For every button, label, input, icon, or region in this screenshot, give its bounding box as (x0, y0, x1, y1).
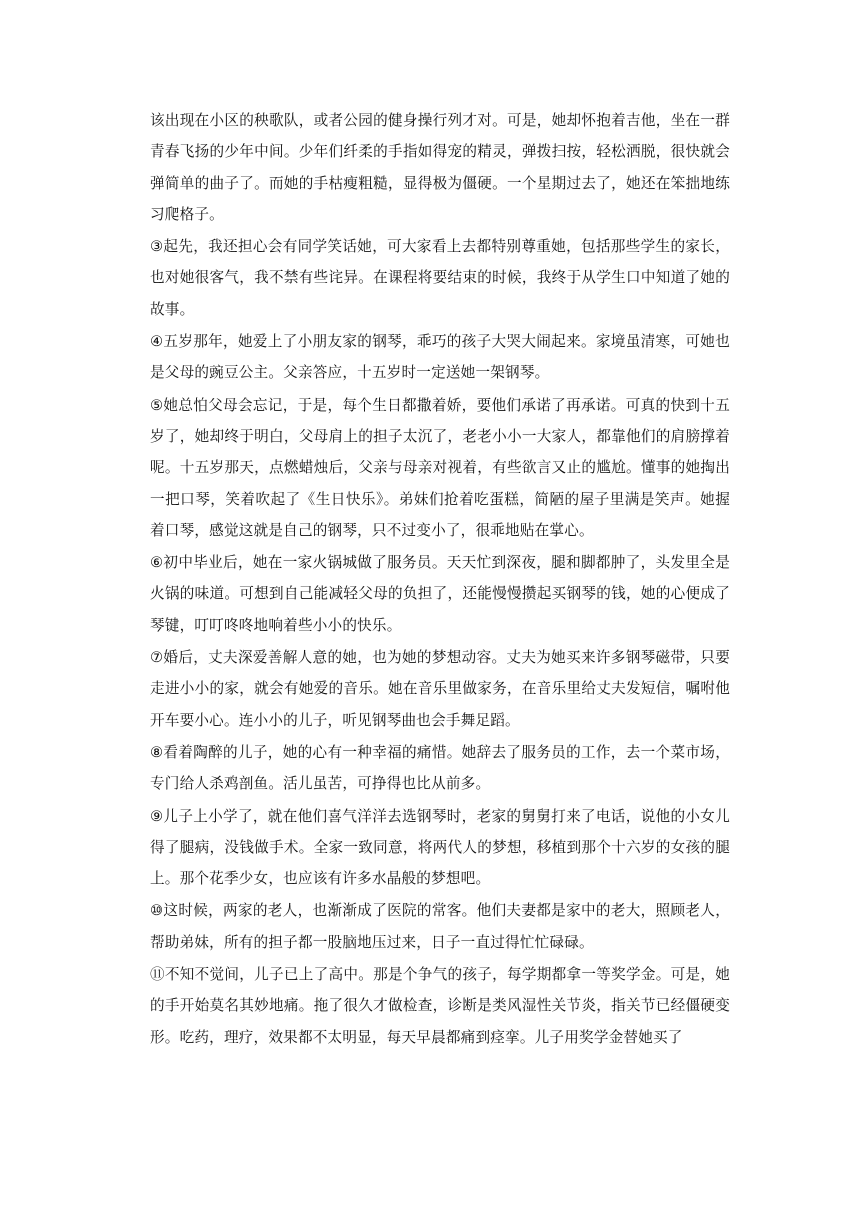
paragraph-10: ⑩这时候，两家的老人，也渐渐成了医院的常客。他们夫妻都是家中的老大，照顾老人，帮助弟妹，所有的担子都一股脑地压过来，日子一直过得忙忙碌碌。 (150, 902, 730, 951)
document-page (150, 105, 730, 1054)
paragraph-8: ⑧看着陶醉的儿子，她的心有一种幸福的痛惜。她辞去了服务员的工作，去一个菜市场，专门给人杀鸡剖鱼。活儿虽苦，可挣得也比从前多。 (150, 743, 730, 793)
paragraph-9: ⑨儿子上小学了，就在他们喜气洋洋去选钢琴时，老家的舅舅打来了电话，说他的小女儿得了腿病，没钱做手术。全家一致同意，将两代人的梦想，移植到那个十六岁的女孩的腿上。那个花季少女，也应该有许多水晶般的梦想吧。 (150, 807, 730, 888)
paragraph-6: ⑥初中毕业后，她在一家火锅城做了服务员。天天忙到深夜，腿和脚都肿了，头发里全是火锅的味道。可想到自己能减轻父母的负担了，还能慢慢攒起买钢琴的钱，她的心便成了琴键，叮叮咚咚地响着些小小的快乐。 (150, 554, 730, 634)
paragraph-4: ④五岁那年，她爱上了小朋友家的钢琴，乖巧的孩子大哭大闹起来。家境虽清寒，可她也是父母的豌豆公主。父亲答应，十五岁时一定送她一架钢琴。 (150, 333, 730, 382)
paragraph-continued: 该出现在小区的秧歌队，或者公园的健身操行列才对。可是，她却怀抱着吉他，坐在一群青春飞扬的少年中间。少年们纤柔的手指如得宠的精灵，弹拨扫按，轻松洒脱，很快就会弹简单的曲子了。而她的手枯瘦粗糙，显得极为僵硬。一个星期过去了，她还在笨拙地练习爬格子。 (150, 112, 730, 223)
paragraph-5: ⑤她总怕父母会忘记，于是，每个生日都撒着娇，要他们承诺了再承诺。可真的快到十五岁了，她却终于明白，父母肩上的担子太沉了，老老小小一大家人，都靠他们的肩膀撑着呢。十五岁那天，点燃蜡烛后，父亲与母亲对视着，有些欲言又止的尴尬。懂事的她掏出一把口琴，笑着吹起了《生日快乐》。弟妹们抢着吃蛋糕，简陋的屋子里满是笑声。她握着口琴，感觉这就是自己的钢琴，只不过变小了，很乖地贴在掌心。 (150, 396, 730, 539)
paragraph-3: ③起先，我还担心会有同学笑话她，可大家看上去都特别尊重她，包括那些学生的家长，也对她很客气，我不禁有些诧异。在课程将要结束的时候，我终于从学生口中知道了她的故事。 (150, 238, 730, 318)
paragraph-11: ⑪不知不觉间，儿子已上了高中。那是个争气的孩子，每学期都拿一等奖学金。可是，她的手开始莫名其妙地痛。拖了很久才做检查，诊断是类风湿性关节炎，指关节已经僵硬变形。吃药，理疗，效果都不太明显，每天早晨都痛到痉挛。儿子用奖学金替她买了 (150, 966, 730, 1046)
paragraph-7: ⑦婚后，丈夫深爱善解人意的她，也为她的梦想动容。丈夫为她买来许多钢琴磁带，只要走进小小的家，就会有她爱的音乐。她在音乐里做家务，在音乐里给丈夫发短信，嘱咐他开车要小心。连小小的儿子，听见钢琴曲也会手舞足蹈。 (150, 649, 730, 729)
